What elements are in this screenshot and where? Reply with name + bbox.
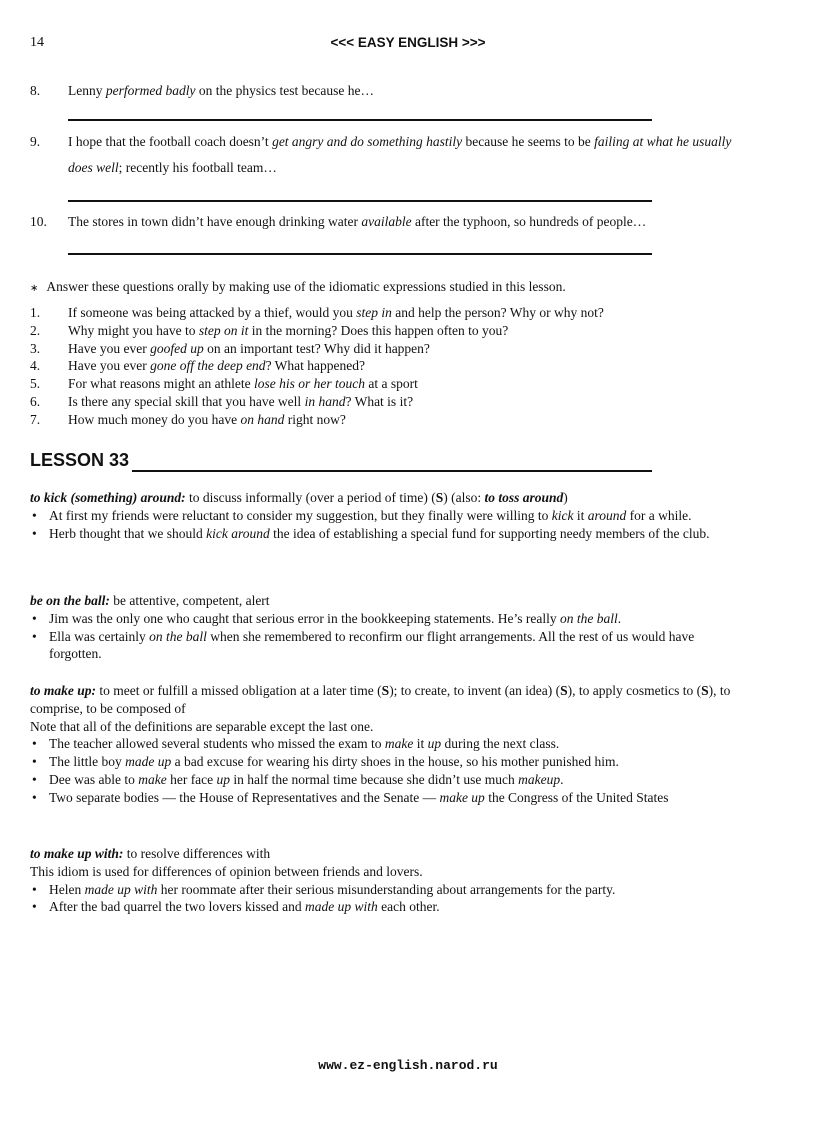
oral-instruction — [30, 279, 566, 295]
example-list — [30, 610, 750, 663]
example-sentence: • Ella was certainly on the ball when she remembered to reconfirm our flight arrangements. All the rest of us would have forgotten. — [30, 628, 750, 664]
example-sentence: • Jim was the only one who caught that serious error in the bookkeeping statements. He’s really on the ball. — [30, 610, 750, 628]
exercise-item — [30, 78, 750, 130]
exercise-item — [30, 209, 750, 239]
example-sentence: • Helen made up with her roommate after their serious misunderstanding about arrangements for the party. — [30, 881, 750, 899]
heading-rule — [132, 470, 652, 472]
page-number: 14 — [30, 35, 44, 50]
exercise-item-number: 9. — [30, 134, 41, 149]
exercise-item-number: 8. — [30, 83, 41, 98]
exercise-item-number: 10. — [30, 214, 47, 229]
example-list — [30, 507, 750, 543]
example-list — [30, 735, 750, 806]
example-sentence: • After the bad quarrel the two lovers kissed and made up with each other. — [30, 898, 750, 916]
example-sentence: • At first my friends were reluctant to consider my suggestion, but they finally were willing to kick it around for a while. — [30, 507, 750, 525]
idiom-note: Note that all of the definitions are separable except the last one. — [30, 718, 374, 734]
lesson-heading: LESSON 33 — [30, 450, 130, 470]
idiom-entry — [30, 845, 750, 916]
idiom-entry — [30, 592, 750, 663]
idiom-entry — [30, 682, 750, 807]
oral-instruction-text: Answer these questions orally by making use of the idiomatic expressions studied in this lesson. — [46, 279, 566, 294]
exercise-item — [30, 129, 750, 189]
idiom-definition: to make up: to meet or fulfill a missed obligation at a later time (S); to create, to invent (an idea) (S), to apply cosmetics to (S), to comprise, to be composed of — [30, 683, 731, 716]
example-sentence: • Herb thought that we should kick around the idea of establishing a special fund for supporting needy members of the club. — [30, 525, 750, 543]
idiom-entry — [30, 489, 750, 542]
example-sentence: • Two separate bodies — the House of Representatives and the Senate — make up the Congress of the United States — [30, 789, 750, 807]
exercise-item-text: The stores in town didn’t have enough drinking water available after the typhoon, so hundreds of people… — [68, 214, 647, 229]
idiom-definition: be on the ball: be attentive, competent, alert — [30, 593, 270, 608]
idiom-definition: to make up with: to resolve differences with — [30, 846, 271, 861]
idiom-note: This idiom is used for differences of opinion between friends and lovers. — [30, 863, 423, 879]
example-sentence: • The little boy made up a bad excuse for wearing his dirty shoes in the house, so his mother punished him. — [30, 753, 750, 771]
page-header-title: <<< EASY ENGLISH >>> — [330, 35, 486, 50]
exercise-item-text: Lenny performed badly on the physics test because he… — [68, 83, 374, 98]
example-sentence: • The teacher allowed several students who missed the exam to make it up during the next class. — [30, 735, 750, 753]
example-sentence: • Dee was able to make her face up in half the normal time because she didn’t use much makeup. — [30, 771, 750, 789]
idiom-definition: to kick (something) around: to discuss informally (over a period of time) (S) (also: to toss around) — [30, 490, 568, 505]
answer-line[interactable] — [68, 119, 652, 121]
exercise-item-text: I hope that the football coach doesn’t get angry and do something hastily because he seems to be failing at what he usually does well; recently his football team… — [68, 134, 732, 175]
asterisk-icon: ∗ — [30, 283, 39, 294]
footer-url[interactable]: www.ez-english.narod.ru — [318, 1058, 498, 1073]
example-list — [30, 881, 750, 917]
answer-line[interactable] — [68, 253, 652, 255]
answer-line[interactable] — [68, 200, 652, 202]
